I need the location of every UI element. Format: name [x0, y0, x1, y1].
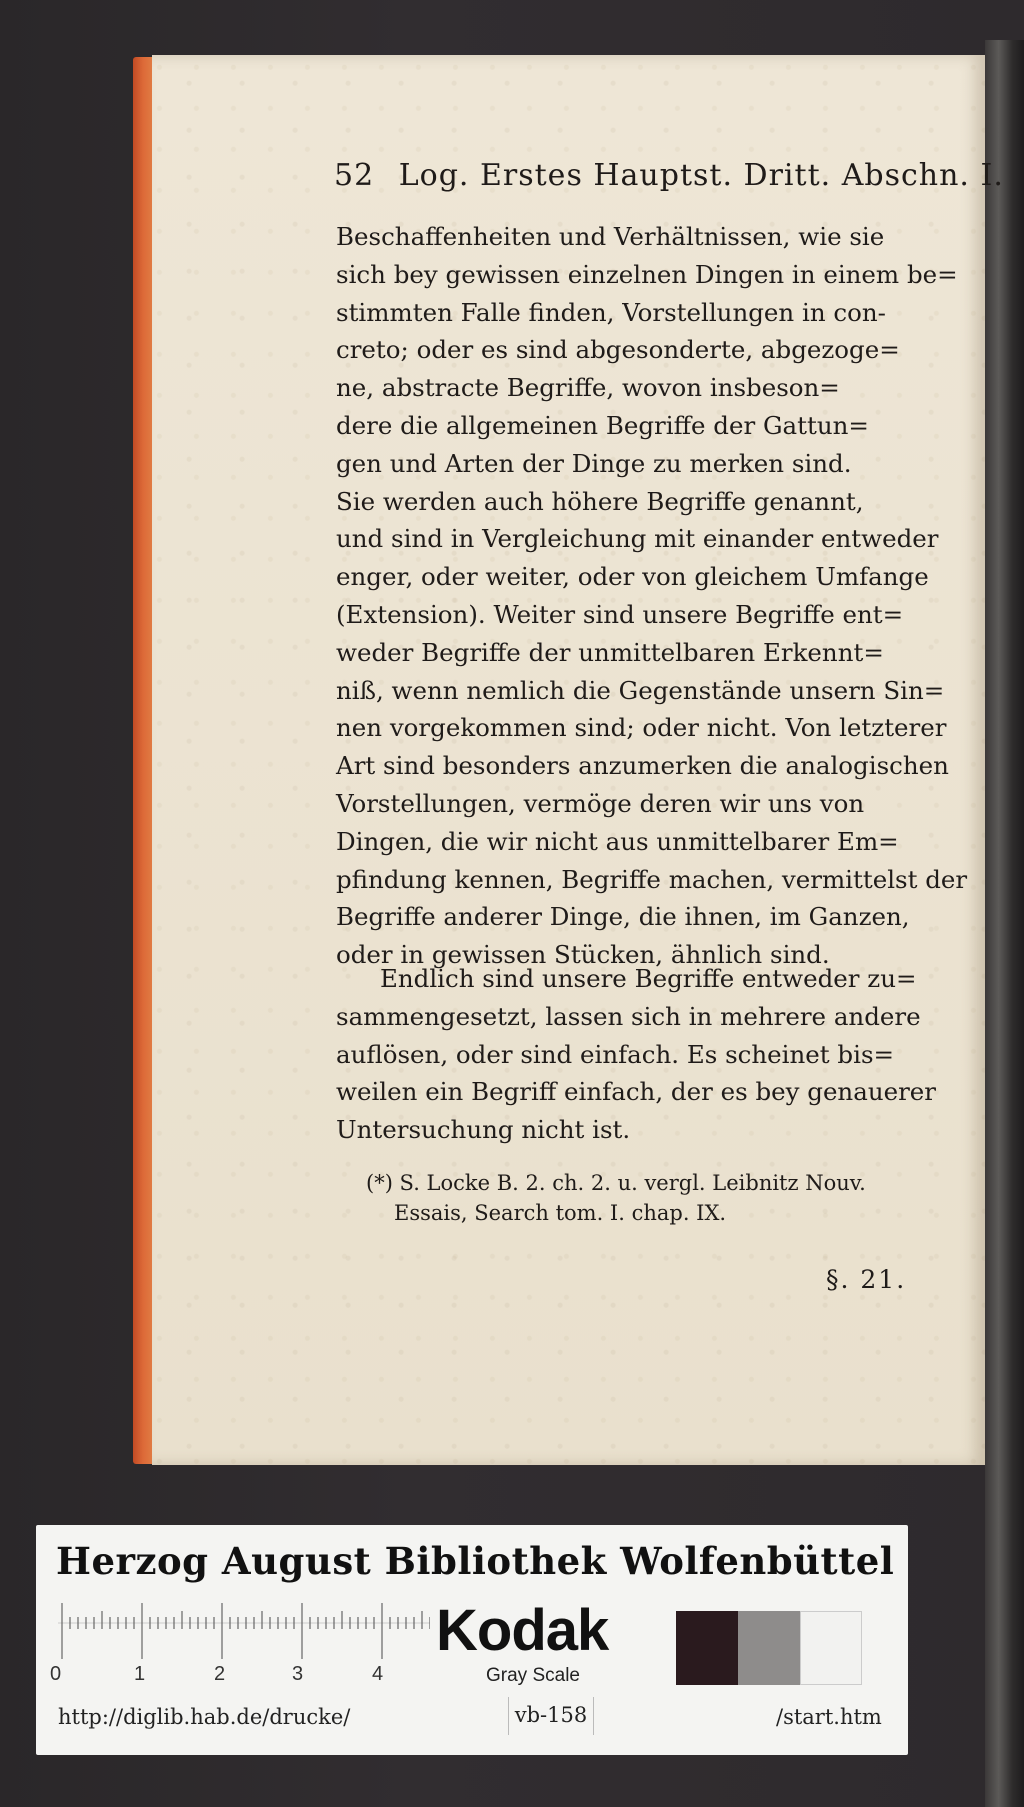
footnote-line: Essais, Search tom. I. chap. IX.: [394, 1201, 727, 1225]
text-line: Endlich sind unsere Begriffe entweder zu=: [380, 964, 917, 993]
paragraph-1: [336, 218, 968, 974]
running-head: [334, 158, 1004, 193]
text-line: dere die allgemeinen Begriffe der Gattun=: [336, 410, 869, 440]
text-line: sammengesetzt, lassen sich in mehrere andere: [336, 1001, 921, 1031]
footnote: [366, 1168, 936, 1228]
text-line: Dingen, die wir nicht aus unmittelbarer Em=: [336, 826, 899, 856]
url-base: http://diglib.hab.de/drucke/: [58, 1705, 351, 1729]
text-line: ne, abstracte Begriffe, wovon insbeson=: [336, 373, 840, 403]
shelfmark: vb-158: [508, 1697, 594, 1735]
text-line: und sind in Vergleichung mit einander entweder: [336, 524, 939, 554]
text-line: Beschaffenheiten und Verhältnissen, wie sie: [336, 222, 885, 251]
ruler-number: 1: [134, 1663, 146, 1685]
text-line: sich bey gewissen einzelnen Dingen in einem be=: [336, 259, 958, 289]
text-line: Vorstellungen, vermöge deren wir uns von: [336, 788, 865, 818]
text-line: nen vorgekommen sind; oder nicht. Von letzterer: [336, 713, 947, 743]
text-line: (Extension). Weiter sind unsere Begriffe ent=: [336, 599, 904, 629]
gray-scale-label: Gray Scale: [486, 1665, 580, 1686]
text-line: weder Begriffe der unmittelbaren Erkennt=: [336, 637, 884, 667]
gray-swatch-mid: [738, 1611, 800, 1685]
text-line: auflösen, oder sind einfach. Es scheinet bis=: [336, 1039, 895, 1069]
ruler-number: 3: [292, 1663, 304, 1685]
ruler-number: 0: [50, 1663, 62, 1685]
ruler-number: 4: [372, 1663, 384, 1685]
text-line: Sie werden auch höhere Begriffe genannt,: [336, 486, 864, 516]
text-line: Begriffe anderer Dinge, die ihnen, im Ganzen,: [336, 902, 910, 932]
catchword: §. 21.: [826, 1265, 907, 1294]
text-line: pfindung kennen, Begriffe machen, vermittelst der: [336, 864, 968, 894]
scale-card: [36, 1525, 908, 1755]
book-spine-edge: [985, 40, 1024, 1807]
paragraph-2: [336, 960, 937, 1149]
url-suffix: /start.htm: [776, 1705, 882, 1729]
kodak-logo: Kodak: [436, 1598, 609, 1663]
ruler-number: 2: [214, 1663, 226, 1685]
gray-swatch-light: [800, 1611, 862, 1685]
text-line: enger, oder weiter, oder von gleichem Umfange: [336, 562, 929, 592]
text-line: Art sind besonders anzumerken die analogischen: [336, 751, 949, 781]
footnote-line: (*) S. Locke B. 2. ch. 2. u. vergl. Leibnitz Nouv.: [366, 1171, 866, 1195]
text-line: creto; oder es sind abgesonderte, abgezoge=: [336, 335, 900, 365]
text-line: stimmten Falle finden, Vorstellungen in con-: [336, 297, 886, 327]
text-line: weilen ein Begriff einfach, der es bey genauerer: [336, 1077, 937, 1107]
text-line: gen und Arten der Dinge zu merken sind.: [336, 448, 852, 478]
text-line: oder in gewissen Stücken, ähnlich sind.: [336, 940, 830, 970]
text-line: Untersuchung nicht ist.: [336, 1115, 631, 1145]
ruler-scale: [58, 1603, 430, 1663]
text-line: niß, wenn nemlich die Gegenstände unsern Sin=: [336, 675, 945, 705]
library-title: Herzog August Bibliothek Wolfenbüttel: [56, 1539, 895, 1583]
gray-swatch-dark: [676, 1611, 738, 1685]
page-number: 52: [334, 158, 375, 193]
running-head-title: Log. Erstes Hauptst. Dritt. Abschn. I.: [398, 158, 1004, 193]
